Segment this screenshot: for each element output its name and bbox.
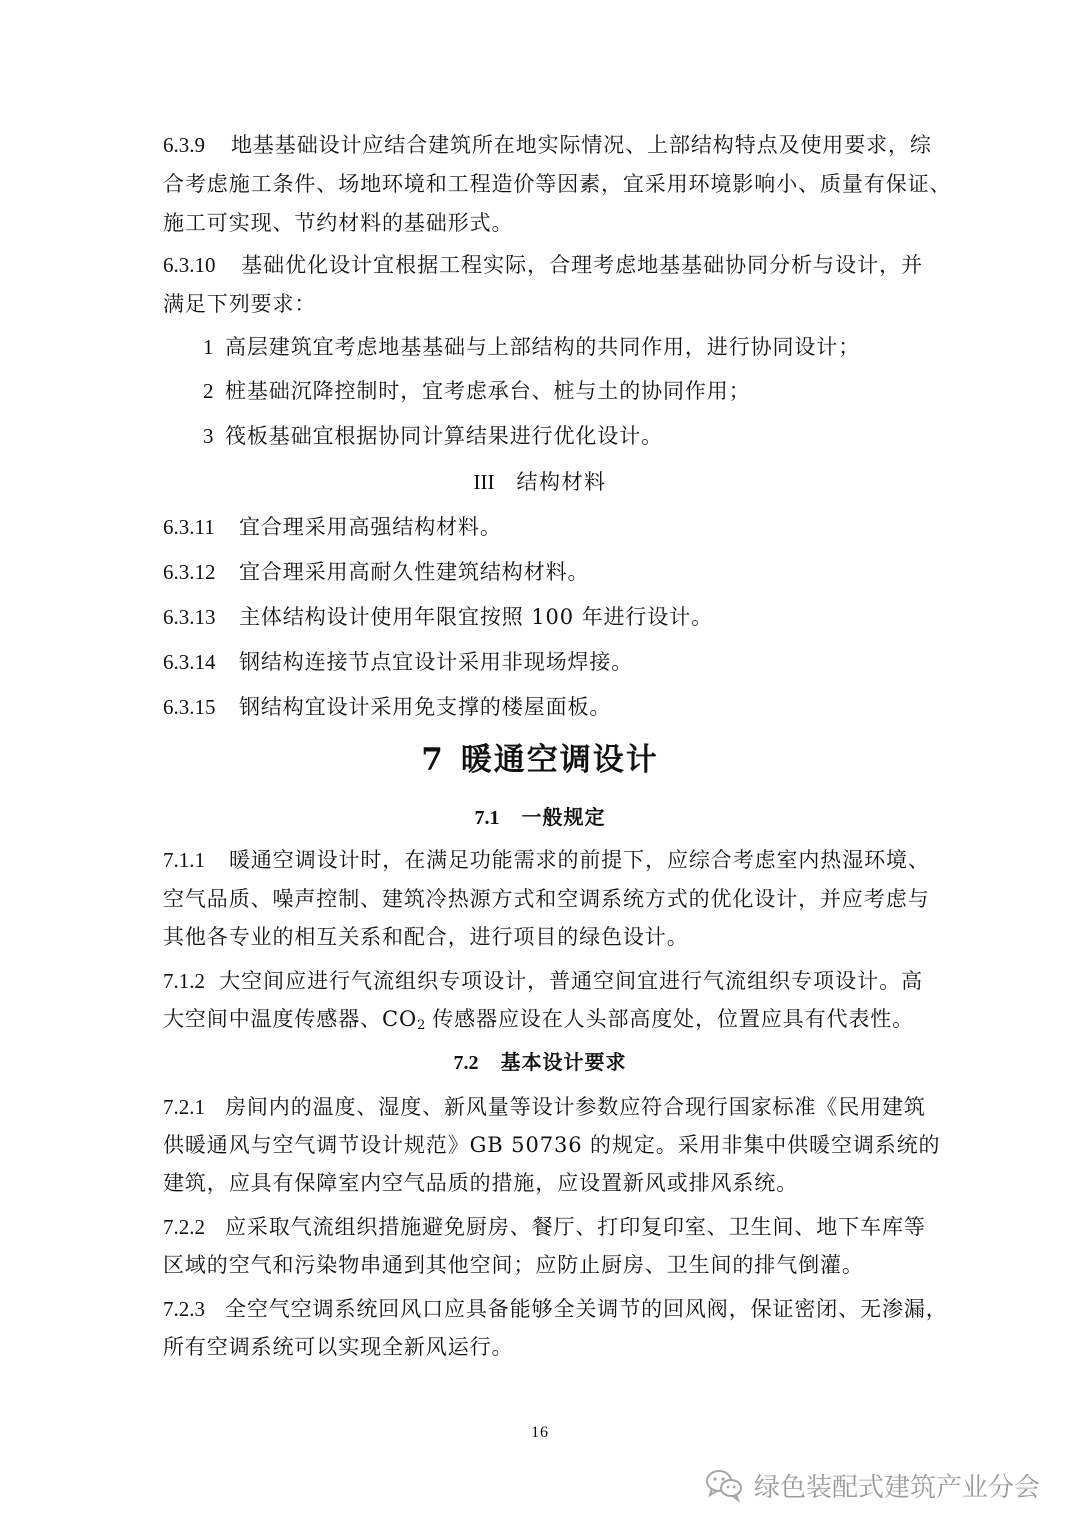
clause-6-3-10-line-1: 6.3.10 基础优化设计宜根据工程实际，合理考虑地基基础协同分析与设计，并 (163, 250, 923, 280)
clause-7-2-3-line-1: 7.2.3 全空气空调系统回风口应具备能够全关调节的回风阀，保证密闭、无渗漏， (163, 1294, 923, 1324)
clause-7-1-1-line-3: 其他各专业的相互关系和配合，进行项目的绿色设计。 (163, 925, 689, 949)
clause-6-3-13: 6.3.13 主体结构设计使用年限宜按照 100 年进行设计。 (163, 605, 714, 629)
watermark (704, 1465, 1040, 1505)
clause-7-2-1-line-3: 建筑，应具有保障室内空气品质的措施，应设置新风或排风系统。 (163, 1171, 799, 1195)
list-item: 3 筏板基础宜根据协同计算结果进行优化设计。 (203, 424, 663, 448)
clause-7-1-1-line-1: 7.1.1 暖通空调设计时，在满足功能需求的前提下，应综合考虑室内热湿环境、 (163, 845, 923, 875)
subsection-heading: III 结构材料 (473, 470, 607, 494)
clause-6-3-15: 6.3.15 钢结构宜设计采用免支撑的楼屋面板。 (163, 695, 612, 719)
clause-6-3-14: 6.3.14 钢结构连接节点宜设计采用非现场焊接。 (163, 650, 634, 674)
section-heading-7-1: 7.1 一般规定 (474, 805, 606, 829)
clause-6-3-9-line-1: 6.3.9 地基基础设计应结合建筑所在地实际情况、上部结构特点及使用要求，综 (163, 130, 923, 160)
clause-7-2-1-line-1: 7.2.1 房间内的温度、湿度、新风量等设计参数应符合现行国家标准《民用建筑 (163, 1092, 923, 1122)
clause-number: 7.2.2 (163, 1215, 205, 1239)
clause-number: 6.3.10 (163, 253, 216, 277)
clause-7-1-2-line-1: 7.1.2 大空间应进行气流组织专项设计，普通空间宜进行气流组织专项设计。高 (163, 966, 923, 996)
clause-7-2-3-line-2: 所有空调系统可以实现全新风运行。 (163, 1335, 514, 1359)
clause-number: 7.1.1 (163, 848, 205, 872)
clause-number: 7.2.3 (163, 1297, 205, 1321)
chapter-title: 7 暖通空调设计 (421, 742, 659, 778)
wechat-icon (704, 1467, 744, 1503)
clause-7-2-1-line-2: 供暖通风与空气调节设计规范》GB 50736 的规定。采用非集中供暖空调系统的 (163, 1133, 941, 1157)
section-heading-7-2: 7.2 基本设计要求 (453, 1050, 627, 1074)
clause-7-2-2-line-2: 区域的空气和污染物串通到其他空间；应防止厨房、卫生间的排气倒灌。 (163, 1253, 864, 1277)
list-item: 2 桩基础沉降控制时，宜考虑承台、桩与土的协同作用； (203, 379, 751, 403)
clause-6-3-9-line-3: 施工可实现、节约材料的基础形式。 (163, 211, 514, 235)
clause-7-1-1-line-2: 空气品质、噪声控制、建筑冷热源方式和空调系统方式的优化设计，并应考虑与 (163, 887, 930, 911)
page-number: 16 (531, 1424, 549, 1441)
clause-number: 6.3.9 (163, 133, 205, 157)
clause-7-2-2-line-1: 7.2.2 应采取气流组织措施避免厨房、餐厅、打印复印室、卫生间、地下车库等 (163, 1212, 923, 1242)
clause-number: 7.2.1 (163, 1095, 205, 1119)
clause-7-1-2-line-2: 大空间中温度传感器、$CO_2$ 传感器应设在人头部高度处，位置应具有代表性。 (163, 1007, 915, 1033)
clause-number: 7.1.2 (163, 969, 205, 993)
watermark-text: 绿色装配式建筑产业分会 (753, 1472, 1040, 1503)
clause-6-3-11: 6.3.11 宜合理采用高强结构材料。 (163, 515, 502, 539)
list-item: 1 高层建筑宜考虑地基基础与上部结构的共同作用，进行协同设计； (203, 335, 861, 359)
clause-6-3-9-line-2: 合考虑施工条件、场地环境和工程造价等因素，宜采用环境影响小、质量有保证、 (163, 172, 952, 196)
clause-6-3-12: 6.3.12 宜合理采用高耐久性建筑结构材料。 (163, 560, 590, 584)
clause-6-3-10-line-2: 满足下列要求： (163, 292, 317, 316)
